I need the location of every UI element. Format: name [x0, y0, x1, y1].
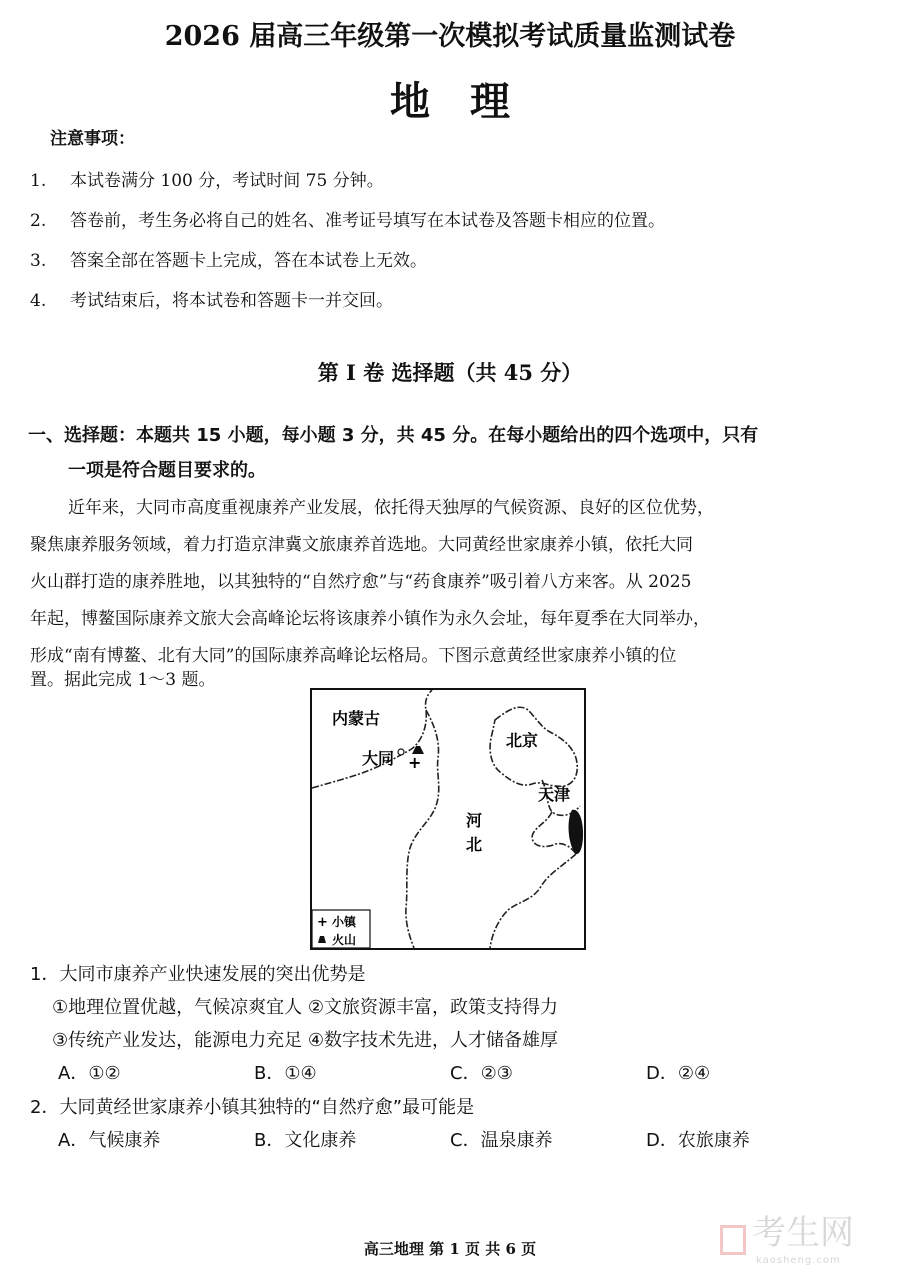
question-1-option-d: D．②④: [646, 1063, 711, 1084]
legend-town-label: 小镇: [332, 915, 357, 929]
passage-line: 近年来，大同市高度重视康养产业发展，依托得天独厚的气候资源、良好的区位优势，: [68, 498, 714, 518]
label-tianjin: 天津: [538, 785, 571, 804]
label-datong: 大同: [362, 749, 395, 768]
section-heading: 第 I 卷 选择题（共 45 分）: [317, 360, 583, 385]
note-text: 答卷前，考生务必将自己的姓名、准考证号填写在本试卷及答题卡相应的位置。: [70, 211, 665, 231]
note-item: [30, 286, 393, 311]
note-item: [30, 246, 427, 271]
part-intro-line2: 一项是符合题目要求的。: [68, 460, 266, 481]
question-1-statements-2: ③传统产业发达，能源电力充足 ④数字技术先进，人才储备雄厚: [52, 1030, 558, 1051]
question-1-option-a: A．①②: [58, 1063, 121, 1084]
passage-line: 聚焦康养服务领域，着力打造京津冀文旅康养首选地。大同黄经世家康养小镇，依托大同: [30, 535, 693, 555]
map-legend: [312, 910, 370, 948]
legend-town-icon: +: [317, 915, 328, 930]
question-1-stem: 1．大同市康养产业快速发展的突出优势是: [30, 964, 366, 985]
subject-title: 地理: [390, 78, 550, 125]
note-number: 2.: [30, 211, 47, 231]
passage-line: 年起，博鳌国际康养文旅大会高峰论坛将该康养小镇作为永久会址，每年夏季在大同举办，: [30, 609, 710, 629]
town-marker-icon: +: [408, 753, 422, 772]
note-number: 3.: [30, 251, 47, 271]
watermark-brand: 考生网: [752, 1213, 854, 1253]
location-map: [310, 688, 586, 950]
note-number: 4.: [30, 291, 47, 311]
notes-heading: 注意事项：: [50, 129, 135, 149]
label-neimenggu: 内蒙古: [332, 709, 381, 728]
label-hebei-1: 河: [466, 811, 483, 830]
page-footer: 高三地理 第 1 页 共 6 页: [363, 1240, 537, 1258]
note-item: [30, 206, 665, 231]
question-2-stem: 2．大同黄经世家康养小镇其独特的“自然疗愈”最可能是: [30, 1097, 475, 1118]
label-beijing: 北京: [506, 731, 539, 750]
label-hebei-2: 北: [466, 835, 483, 854]
legend-volcano-label: 火山: [332, 933, 357, 947]
note-number: 1.: [30, 171, 47, 191]
part-intro-line1: 一、选择题：本题共 15 小题，每小题 3 分，共 45 分。在每小题给出的四个选项中，只有: [28, 425, 759, 446]
question-1-statements-1: ①地理位置优越，气候凉爽宜人 ②文旅资源丰富，政策支持得力: [52, 997, 558, 1018]
note-text: 答案全部在答题卡上完成，答在本试卷上无效。: [70, 251, 427, 271]
note-text: 本试卷满分 100 分，考试时间 75 分钟。: [70, 171, 384, 191]
question-2-option-d: D．农旅康养: [646, 1130, 750, 1151]
datong-city-marker: [398, 749, 404, 755]
question-2-option-a: A．气候康养: [58, 1130, 161, 1151]
passage-line: 置。据此完成 1～3 题。: [30, 670, 216, 690]
question-2-option-b: B．文化康养: [254, 1130, 357, 1151]
note-item: [30, 166, 384, 191]
watermark-domain: kaosheng.com: [756, 1254, 841, 1266]
passage-line: 形成“南有博鳌、北有大同”的国际康养高峰论坛格局。下图示意黄经世家康养小镇的位: [30, 646, 677, 666]
question-2-option-c: C．温泉康养: [450, 1130, 553, 1151]
question-1-option-b: B．①④: [254, 1063, 317, 1084]
question-1-option-c: C．②③: [450, 1063, 513, 1084]
passage-line: 火山群打造的康养胜地，以其独特的“自然疗愈”与“药食康养”吸引着八方来客。从 2025: [30, 572, 692, 592]
note-text: 考试结束后，将本试卷和答题卡一并交回。: [70, 291, 393, 311]
exam-title: 2026 届高三年级第一次模拟考试质量监测试卷: [164, 21, 736, 52]
